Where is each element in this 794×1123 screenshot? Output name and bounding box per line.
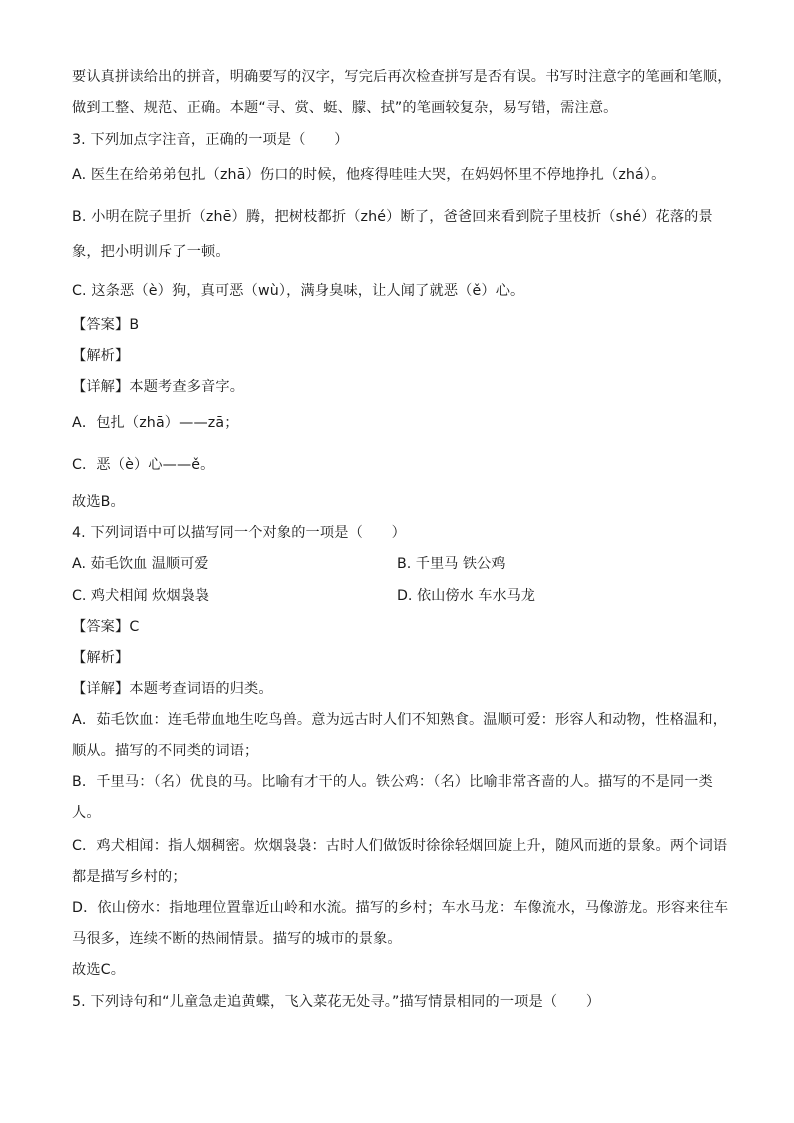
q3-explain-c: C．恶（è）心——ě。 [72,457,215,473]
q4-answer: 【答案】C [72,619,140,635]
q3-answer: 【答案】B [72,317,140,333]
q3-stem: 3. 下列加点字注音，正确的一项是（ ） [72,132,349,148]
intro-line-1: 要认真拼读给出的拼音，明确要写的汉字，写完后再次检查拼写是否有误。书写时注意字的笔画和笔顺， [72,69,732,85]
q4-stem: 4. 下列词语中可以描写同一个对象的一项是（ ） [72,525,406,541]
q4-conclusion: 故选C。 [72,962,126,978]
intro-line-2: 做到工整、规范、正确。本题“寻、赏、蜓、朦、拭”的笔画较复杂，易写错，需注意。 [72,100,618,116]
q4-explain-a-line-2: 顺从。描写的不同类的词语； [72,743,259,759]
q3-detail: 【详解】本题考查多音字。 [72,379,245,395]
q3-explain-a: A．包扎（zhā）——zā； [72,415,239,431]
q4-explain-c-line-2: 都是描写乡村的； [72,869,187,885]
q4-option-d: D. 依山傍水 车水马龙 [397,588,535,604]
q5-stem: 5. 下列诗句和“儿童急走追黄蝶，飞入菜花无处寻。”描写情景相同的一项是（ ） [72,994,601,1010]
q4-explain-c-line-1: C．鸡犬相闻：指人烟稠密。炊烟袅袅：古时人们做饭时徐徐轻烟回旋上升，随风而逝的景象。两个词语 [72,838,728,854]
q3-option-c: C. 这条恶（è）狗，真可恶（wù），满身臭味，让人闻了就恶（ě）心。 [72,283,525,299]
q3-option-b-line-2: 象，把小明训斥了一顿。 [72,244,230,260]
q4-option-c: C. 鸡犬相闻 炊烟袅袅 [72,588,209,604]
q4-explain-a-line-1: A．茹毛饮血：连毛带血地生吃鸟兽。意为远古时人们不知熟食。温顺可爱：形容人和动物，性格温和， [72,712,728,728]
q3-analysis-label: 【解析】 [72,348,130,364]
q4-explain-b-line-2: 人。 [72,805,101,821]
q3-option-b-line-1: B. 小明在院子里折（zhē）腾，把树枝都折（zhé）断了，爸爸回来看到院子里枝折（shé）花落的景 [72,209,713,225]
q4-detail: 【详解】本题考查词语的归类。 [72,681,273,697]
q4-option-b: B. 千里马 铁公鸡 [397,556,506,572]
q4-explain-d-line-1: D．依山傍水：指地理位置靠近山岭和水流。描写的乡村；车水马龙：车像流水，马像游龙。形容来往车 [72,900,729,916]
q4-analysis-label: 【解析】 [72,650,130,666]
q4-explain-b-line-1: B．千里马：（名）优良的马。比喻有才干的人。铁公鸡：（名）比喻非常吝啬的人。描写的不是同一类 [72,774,713,790]
q4-option-a: A. 茹毛饮血 温顺可爱 [72,556,209,572]
q3-option-a: A. 医生在给弟弟包扎（zhā）伤口的时候，他疼得哇哇大哭，在妈妈怀里不停地挣扎（zhá）。 [72,167,666,183]
q3-conclusion: 故选B。 [72,494,125,510]
q4-explain-d-line-2: 马很多，连续不断的热闹情景。描写的城市的景象。 [72,931,402,947]
